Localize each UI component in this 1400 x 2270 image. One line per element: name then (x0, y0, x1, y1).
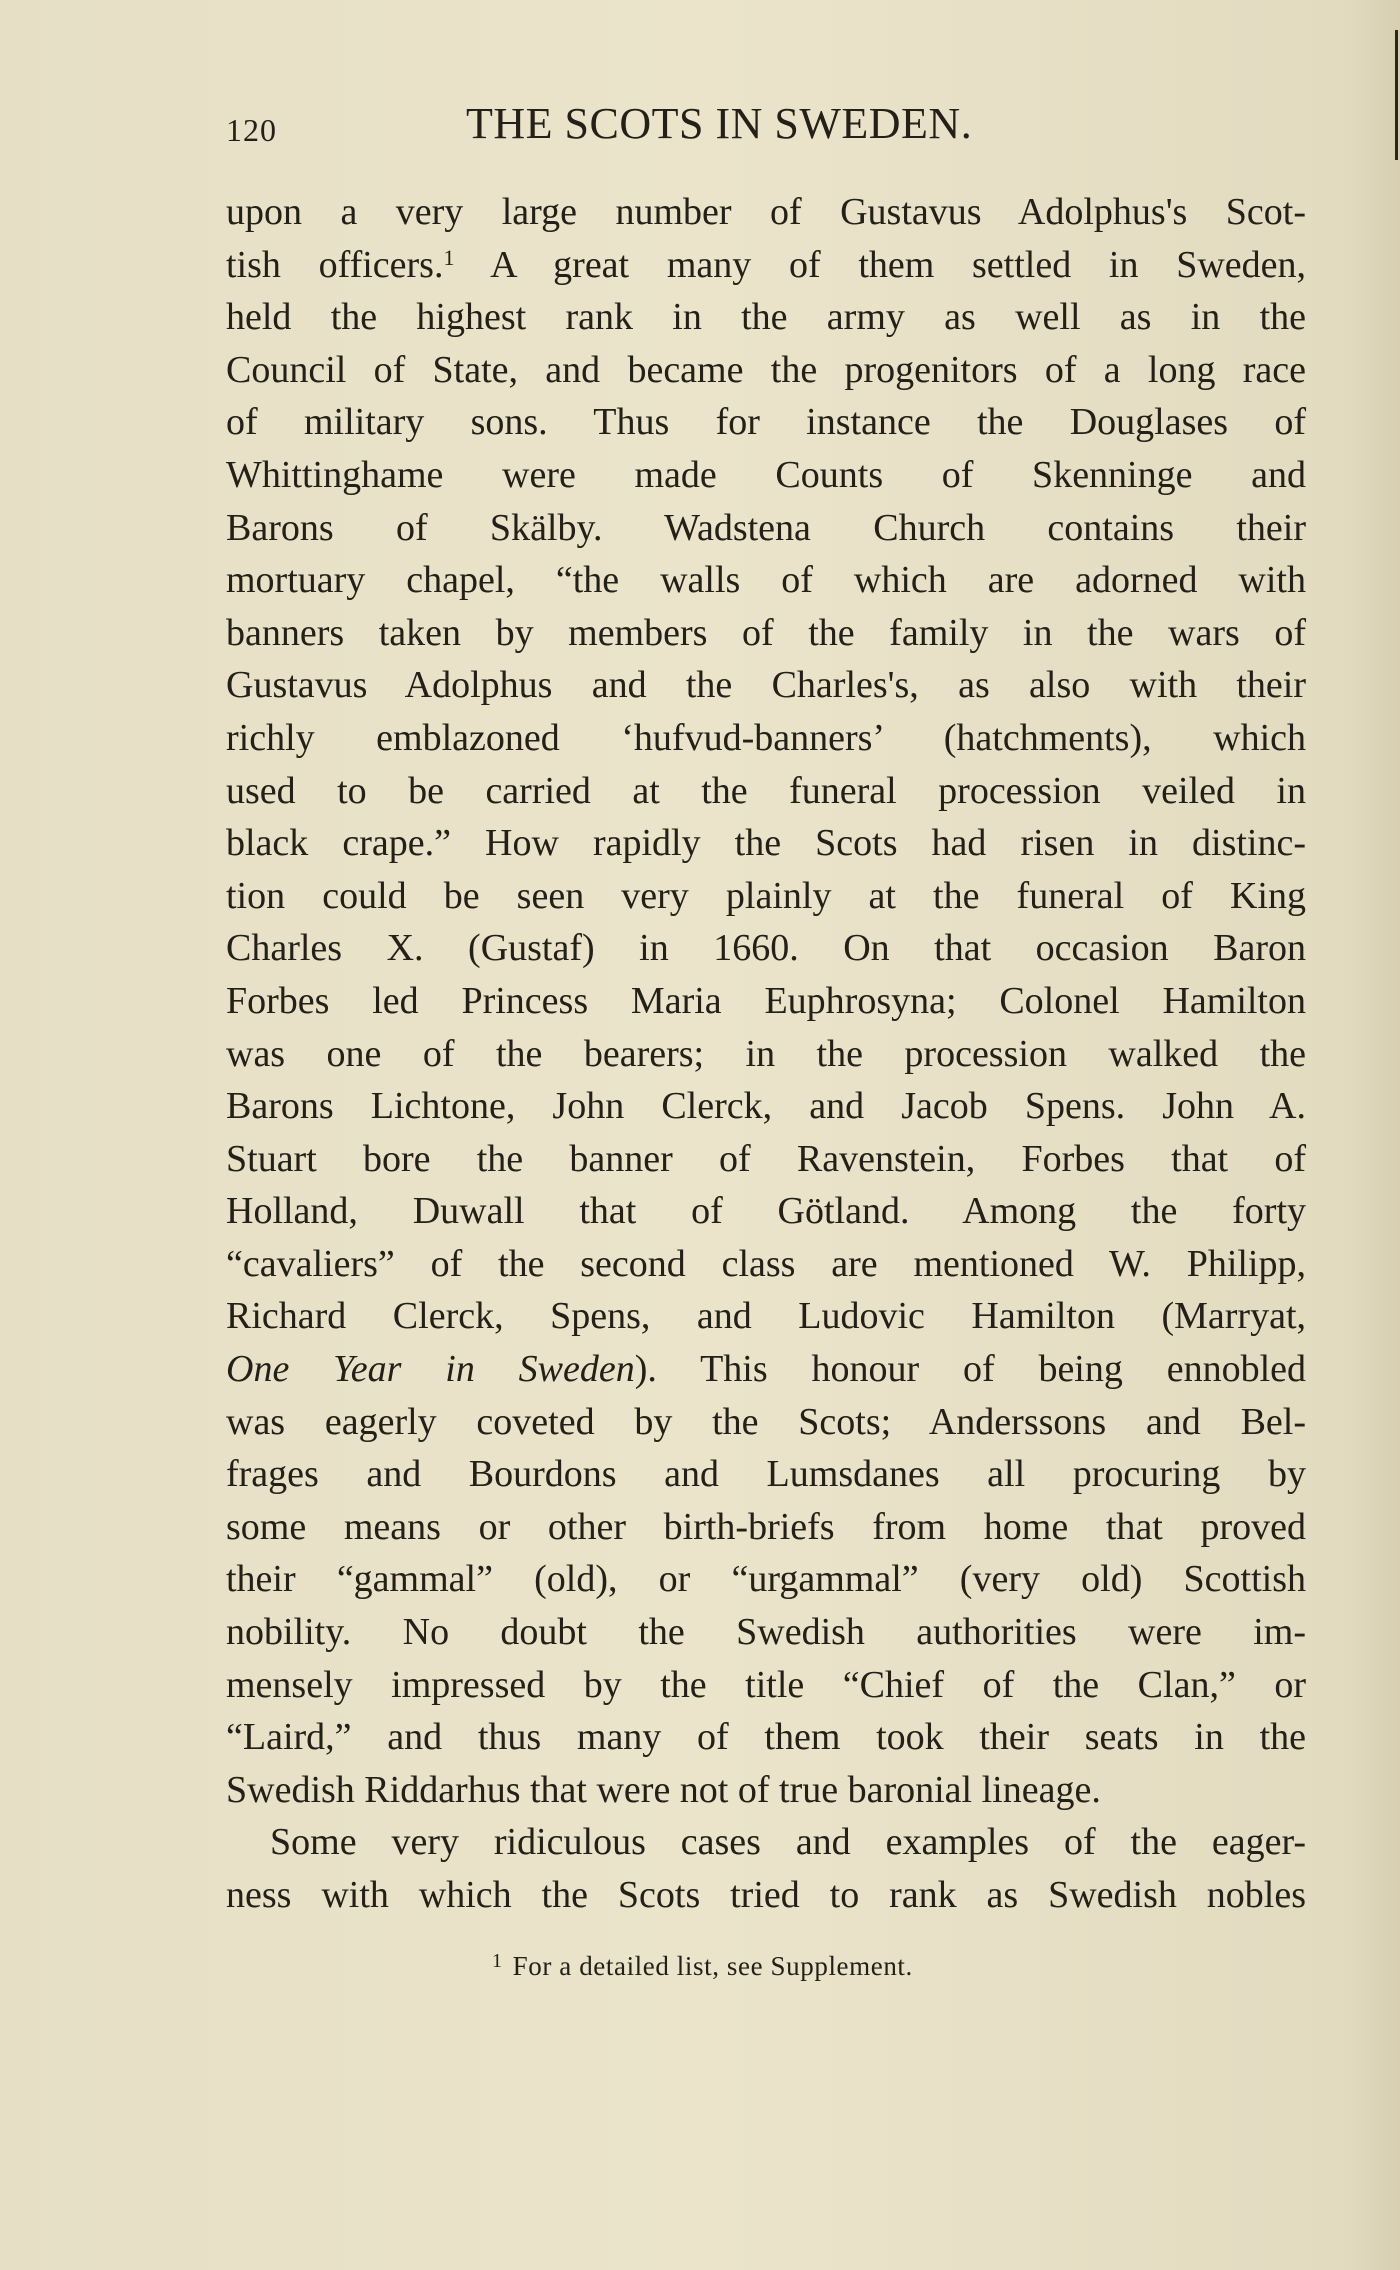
text-line: Charles X. (Gustaf) in 1660. On that occasion Baron (226, 927, 1306, 970)
text-line: of military sons. Thus for instance the Douglases of (226, 401, 1306, 444)
text-line: held the highest rank in the army as well as in the (226, 296, 1306, 339)
text-line: “Laird,” and thus many of them took their seats in the (226, 1716, 1306, 1759)
footnote-text: For a detailed list, see Supplement. (512, 1951, 913, 1981)
text-line-end: A great many of them settled in Sweden, (490, 243, 1307, 286)
text-line: their “gammal” (old), or “urgammal” (very old) Scottish (226, 1558, 1306, 1601)
text-line: black crape.” How rapidly the Scots had risen in distinc- (226, 822, 1306, 865)
paragraph-first-line: Some very ridiculous cases and examples of the eager- (270, 1821, 1306, 1864)
text-line: Holland, Duwall that of Götland. Among the forty (226, 1190, 1306, 1233)
text-line: mensely impressed by the title “Chief of the Clan,” or (226, 1663, 1306, 1706)
text-line: Richard Clerck, Spens, and Ludovic Hamilton (Marryat, (226, 1295, 1306, 1338)
text-line: mortuary chapel, “the walls of which are adorned with (226, 559, 1306, 602)
text-line: Gustavus Adolphus and the Charles's, as also with their (226, 664, 1306, 707)
footnote-marker: 1 (492, 1950, 503, 1972)
text-line: tion could be seen very plainly at the funeral of King (226, 874, 1306, 917)
body-text (226, 186, 1306, 1922)
text-line: Whittinghame were made Counts of Skenninge and (226, 453, 1306, 496)
text-line: nobility. No doubt the Swedish authorities were im- (226, 1611, 1306, 1654)
text-line: frages and Bourdons and Lumsdanes all procuring by (226, 1453, 1306, 1496)
text-line: Council of State, and became the progenitors of a long race (226, 348, 1306, 391)
page-number: 120 (226, 112, 277, 148)
text-line: Stuart bore the banner of Ravenstein, Forbes that of (226, 1137, 1306, 1180)
text-line: was eagerly coveted by the Scots; Anderssons and Bel- (226, 1400, 1306, 1443)
text-line: Forbes led Princess Maria Euphrosyna; Colonel Hamilton (226, 979, 1306, 1022)
text-line-end: ). This honour of being ennobled (634, 1348, 1306, 1391)
text-line: was one of the bearers; in the procession walked the (226, 1032, 1306, 1075)
text-line: banners taken by members of the family in the wars of (226, 611, 1306, 654)
text-line: “cavaliers” of the second class are mentioned W. Philipp, (226, 1242, 1306, 1285)
text-line: Swedish Riddarhus that were not of true baronial lineage. (226, 1768, 1101, 1811)
running-head: THE SCOTS IN SWEDEN. (466, 99, 973, 148)
text-line: ness with which the Scots tried to rank as Swedish nobles (226, 1874, 1306, 1916)
text-line: Barons Lichtone, John Clerck, and Jacob Spens. John A. (226, 1085, 1306, 1128)
text-line: used to be carried at the funeral procession veiled in (226, 769, 1306, 812)
text-line: upon a very large number of Gustavus Adolphus's Scot- (226, 191, 1306, 233)
page-header (226, 98, 1306, 158)
text-line: richly emblazoned ‘hufvud-banners’ (hatchments), which (226, 716, 1306, 759)
footnote-reference: 1 (443, 244, 455, 270)
text-line (226, 1343, 1306, 1396)
page-edge-shadow (1395, 30, 1398, 160)
text-line (226, 239, 1306, 292)
footnote (492, 1950, 913, 1982)
text-line-start: tish officers. (226, 243, 444, 286)
text-line: Barons of Skälby. Wadstena Church contains their (226, 506, 1306, 549)
book-title-italic: One Year in Sweden (226, 1348, 635, 1391)
text-line: some means or other birth-briefs from home that proved (226, 1505, 1306, 1548)
